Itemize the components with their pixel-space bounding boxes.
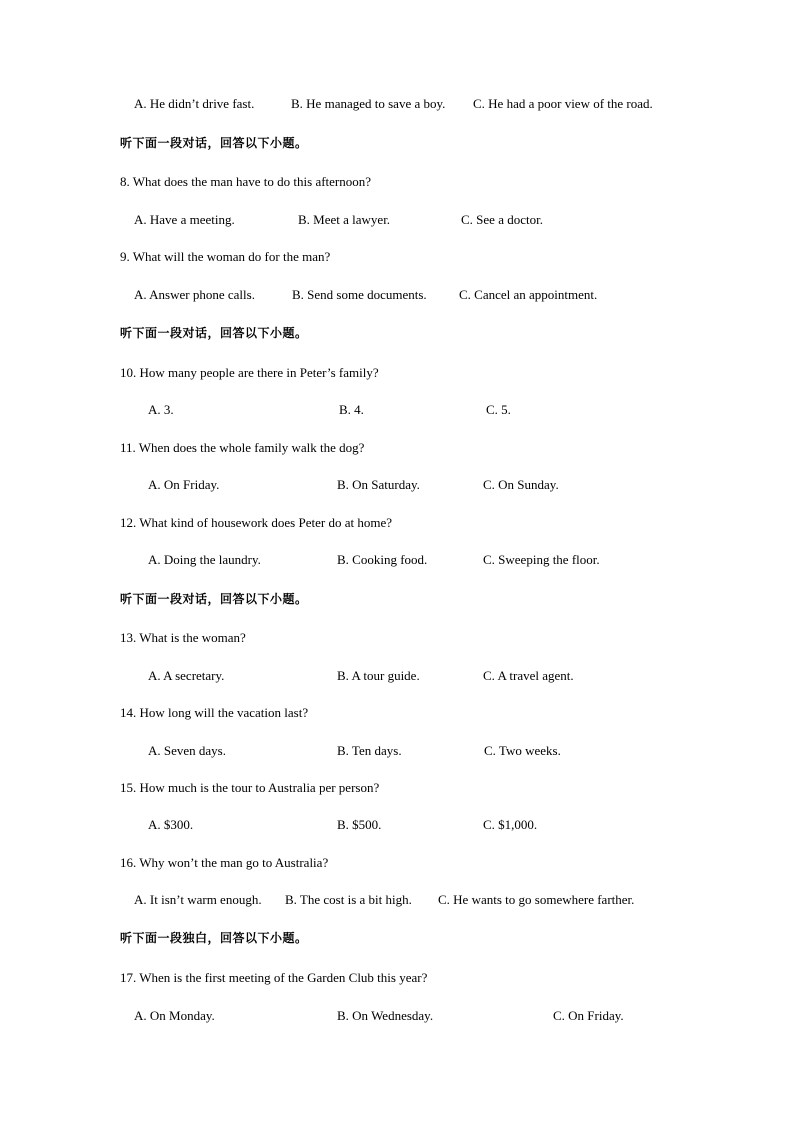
question-13: 13. What is the woman? xyxy=(120,630,246,645)
option-c: C. $1,000. xyxy=(483,817,538,832)
option-a: A. Seven days. xyxy=(148,743,226,758)
option-b: B. Cooking food. xyxy=(337,552,428,567)
option-c: C. Two weeks. xyxy=(484,743,561,758)
option-c: C. He had a poor view of the road. xyxy=(473,96,653,111)
question-17: 17. When is the first meeting of the Garden Club this year? xyxy=(120,970,428,985)
option-b: B. On Wednesday. xyxy=(337,1008,434,1023)
option-a: A. Have a meeting. xyxy=(134,212,235,227)
option-b: B. He managed to save a boy. xyxy=(291,96,446,111)
option-b: B. $500. xyxy=(337,817,382,832)
option-c: C. A travel agent. xyxy=(483,668,574,683)
option-a: A. On Monday. xyxy=(134,1008,215,1023)
question-15: 15. How much is the tour to Australia per person? xyxy=(120,780,380,795)
option-b: B. Meet a lawyer. xyxy=(298,212,391,227)
option-c: C. He wants to go somewhere farther. xyxy=(438,892,635,907)
option-b: B. Send some documents. xyxy=(292,287,427,302)
question-11: 11. When does the whole family walk the dog? xyxy=(120,440,365,455)
option-c: C. Cancel an appointment. xyxy=(459,287,598,302)
option-a: A. He didn’t drive fast. xyxy=(134,96,255,111)
option-c: C. On Friday. xyxy=(553,1008,624,1023)
option-a: A. On Friday. xyxy=(148,477,220,492)
option-c: C. Sweeping the floor. xyxy=(483,552,600,567)
option-b: B. A tour guide. xyxy=(337,668,420,683)
question-10: 10. How many people are there in Peter’s family? xyxy=(120,365,379,380)
option-b: B. Ten days. xyxy=(337,743,402,758)
option-c: C. On Sunday. xyxy=(483,477,559,492)
option-b: B. On Saturday. xyxy=(337,477,420,492)
option-a: A. Answer phone calls. xyxy=(134,287,255,302)
option-c: C. 5. xyxy=(486,402,511,417)
option-a: A. 3. xyxy=(148,402,174,417)
option-b: B. The cost is a bit high. xyxy=(285,892,412,907)
section-heading: 听下面一段对话，回答以下小题。 xyxy=(120,136,308,150)
option-b: B. 4. xyxy=(339,402,364,417)
question-16: 16. Why won’t the man go to Australia? xyxy=(120,855,329,870)
question-14: 14. How long will the vacation last? xyxy=(120,705,309,720)
question-12: 12. What kind of housework does Peter do at home? xyxy=(120,515,392,530)
option-a: A. $300. xyxy=(148,817,194,832)
option-a: A. It isn’t warm enough. xyxy=(134,892,262,907)
option-a: A. A secretary. xyxy=(148,668,225,683)
section-heading: 听下面一段对话，回答以下小题。 xyxy=(120,326,308,340)
question-9: 9. What will the woman do for the man? xyxy=(120,249,331,264)
question-8: 8. What does the man have to do this afternoon? xyxy=(120,174,372,189)
option-a: A. Doing the laundry. xyxy=(148,552,261,567)
section-heading: 听下面一段独白，回答以下小题。 xyxy=(120,931,308,945)
section-heading: 听下面一段对话，回答以下小题。 xyxy=(120,592,308,606)
option-c: C. See a doctor. xyxy=(461,212,543,227)
